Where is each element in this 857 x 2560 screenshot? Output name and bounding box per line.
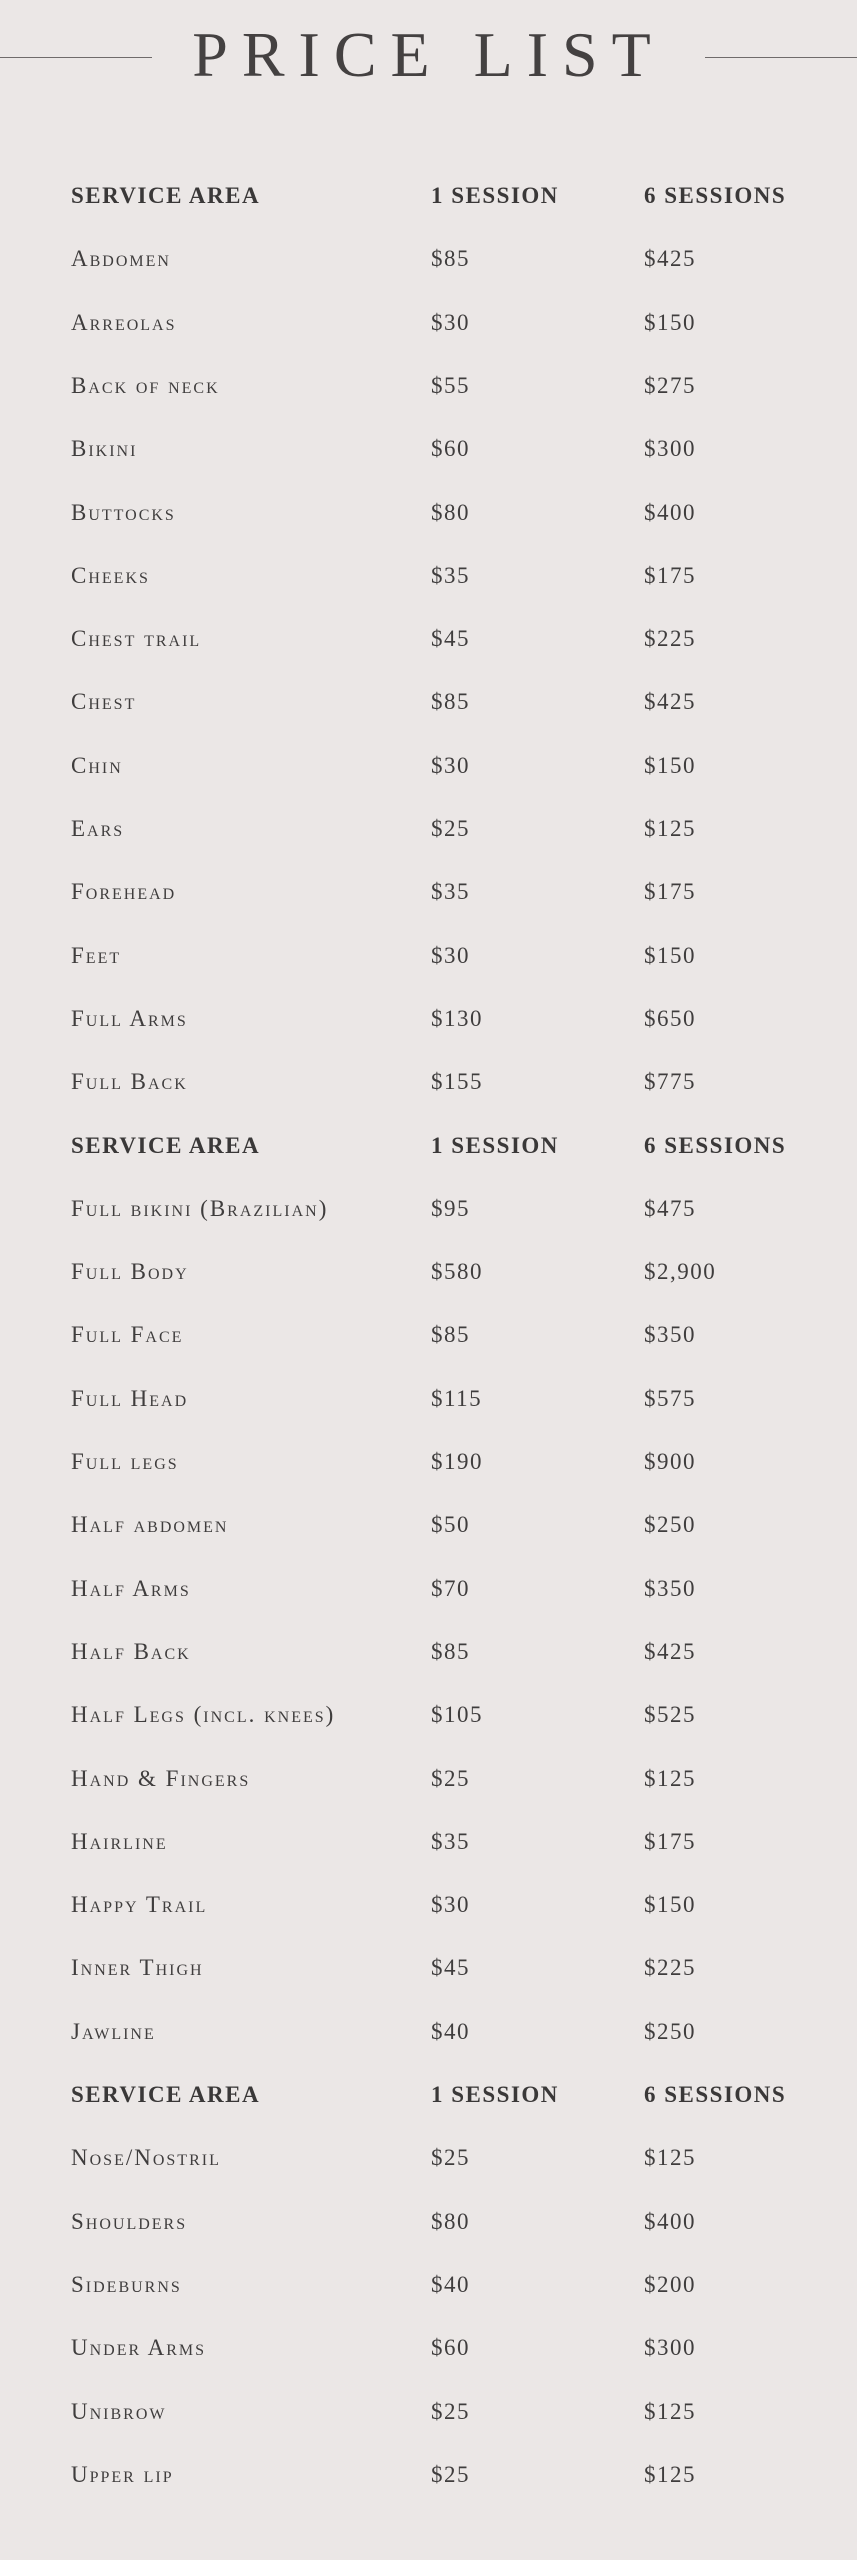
service-name: Ears [71, 816, 125, 841]
price-6-sessions: $475 [644, 1195, 696, 1221]
service-name: Full bikini (Brazilian) [71, 1195, 329, 1221]
table-row [0, 1449, 857, 1493]
service-name: Half Back [71, 1638, 191, 1664]
table-row [0, 1386, 857, 1430]
price-6-sessions: $150 [644, 942, 696, 968]
service-name: Bikini [71, 436, 138, 462]
price-1-session: $25 [431, 2461, 470, 2487]
price-1-session: $50 [431, 1512, 470, 1538]
price-1-session: $35 [431, 1828, 470, 1854]
price-6-sessions: $400 [644, 2208, 696, 2234]
service-name: Under Arms [71, 2335, 207, 2361]
service-name: Chest [71, 689, 137, 715]
price-1-session: $70 [431, 1575, 470, 1601]
price-1-session: $85 [431, 689, 470, 715]
price-1-session: $80 [431, 499, 470, 525]
price-6-sessions: $425 [644, 1638, 696, 1664]
table-row [0, 500, 857, 544]
price-6-sessions: $2,900 [644, 1259, 717, 1285]
table-row [0, 1006, 857, 1050]
table-row [0, 1955, 857, 1999]
price-1-session: $25 [431, 2145, 470, 2171]
service-name: Chest trail [71, 626, 202, 652]
price-6-sessions: $275 [644, 372, 696, 398]
price-6-sessions: $300 [644, 436, 696, 462]
price-6-sessions: $575 [644, 1385, 696, 1411]
table-row [0, 1766, 857, 1810]
table-header-row [0, 1133, 857, 1177]
price-6-sessions: $900 [644, 1449, 696, 1474]
table-row [0, 943, 857, 987]
price-1-session: $40 [431, 2271, 470, 2297]
price-6-sessions: $125 [644, 816, 696, 841]
table-row [0, 2272, 857, 2316]
price-1-session: $95 [431, 1195, 470, 1221]
price-6-sessions: $425 [644, 246, 696, 272]
table-row [0, 373, 857, 417]
table-row [0, 689, 857, 733]
service-name: Unibrow [71, 2398, 167, 2424]
table-row [0, 310, 857, 354]
column-header-6-sessions: 6 SESSIONS [644, 1132, 787, 1158]
service-name: Jawline [71, 2018, 156, 2044]
service-name: Arreolas [71, 309, 177, 335]
price-6-sessions: $350 [644, 1575, 696, 1601]
service-name: Half abdomen [71, 1512, 229, 1538]
price-6-sessions: $175 [644, 1828, 696, 1854]
price-6-sessions: $125 [644, 2145, 696, 2171]
service-name: Abdomen [71, 246, 171, 272]
column-header-6-sessions: 6 SESSIONS [644, 183, 787, 208]
price-1-session: $30 [431, 1892, 470, 1918]
column-header-service-area: SERVICE AREA [71, 2082, 261, 2107]
price-6-sessions: $300 [644, 2335, 696, 2361]
table-header-row [0, 2082, 857, 2126]
table-row [0, 1702, 857, 1746]
table-row [0, 2399, 857, 2443]
price-1-session: $35 [431, 879, 470, 905]
service-name: Nose/Nostril [71, 2145, 221, 2171]
price-1-session: $25 [431, 816, 470, 841]
service-name: Forehead [71, 879, 177, 905]
price-1-session: $30 [431, 309, 470, 335]
service-name: Feet [71, 942, 122, 968]
table-row [0, 879, 857, 923]
price-1-session: $85 [431, 1322, 470, 1348]
price-6-sessions: $125 [644, 1765, 696, 1791]
title-rule-right [705, 57, 857, 58]
table-row [0, 436, 857, 480]
column-header-service-area: SERVICE AREA [71, 1132, 261, 1158]
column-header-1-session: 1 SESSION [431, 2082, 559, 2107]
price-6-sessions: $200 [644, 2271, 696, 2297]
price-1-session: $45 [431, 626, 470, 652]
column-header-6-sessions: 6 SESSIONS [644, 2082, 787, 2107]
table-row [0, 1892, 857, 1936]
price-1-session: $60 [431, 436, 470, 462]
price-1-session: $130 [431, 1005, 483, 1031]
service-name: Sideburns [71, 2271, 182, 2297]
service-name: Full Face [71, 1322, 184, 1348]
table-row [0, 626, 857, 670]
table-header-row [0, 183, 857, 227]
service-name: Back of neck [71, 372, 220, 398]
price-6-sessions: $350 [644, 1322, 696, 1348]
price-6-sessions: $250 [644, 2018, 696, 2044]
service-name: Upper lip [71, 2461, 174, 2487]
table-row [0, 1196, 857, 1240]
price-1-session: $45 [431, 1955, 470, 1981]
price-1-session: $190 [431, 1449, 483, 1474]
price-1-session: $85 [431, 1638, 470, 1664]
service-name: Hairline [71, 1828, 168, 1854]
price-6-sessions: $775 [644, 1069, 696, 1095]
price-6-sessions: $525 [644, 1702, 696, 1728]
price-6-sessions: $125 [644, 2398, 696, 2424]
price-1-session: $40 [431, 2018, 470, 2044]
price-1-session: $30 [431, 752, 470, 778]
price-6-sessions: $250 [644, 1512, 696, 1538]
price-6-sessions: $125 [644, 2461, 696, 2487]
price-6-sessions: $425 [644, 689, 696, 715]
table-row [0, 1576, 857, 1620]
price-1-session: $25 [431, 2398, 470, 2424]
price-1-session: $55 [431, 372, 470, 398]
table-row [0, 816, 857, 860]
service-name: Chin [71, 752, 123, 778]
price-1-session: $60 [431, 2335, 470, 2361]
column-header-1-session: 1 SESSION [431, 1132, 559, 1158]
service-name: Buttocks [71, 499, 176, 525]
price-6-sessions: $175 [644, 879, 696, 905]
table-row [0, 2462, 857, 2506]
service-name: Full Arms [71, 1005, 188, 1031]
table-row [0, 1322, 857, 1366]
table-row [0, 1512, 857, 1556]
price-1-session: $30 [431, 942, 470, 968]
table-row [0, 1259, 857, 1303]
table-row [0, 246, 857, 290]
table-row [0, 2019, 857, 2063]
service-name: Cheeks [71, 562, 150, 588]
table-row [0, 563, 857, 607]
price-6-sessions: $225 [644, 626, 696, 652]
title-bar [0, 0, 857, 115]
table-row [0, 1829, 857, 1873]
table-row [0, 2209, 857, 2253]
service-name: Happy Trail [71, 1892, 208, 1918]
table-row [0, 1639, 857, 1683]
price-1-session: $580 [431, 1259, 483, 1285]
service-name: Full legs [71, 1449, 179, 1474]
price-1-session: $80 [431, 2208, 470, 2234]
price-6-sessions: $400 [644, 499, 696, 525]
price-6-sessions: $225 [644, 1955, 696, 1981]
price-6-sessions: $150 [644, 1892, 696, 1918]
price-1-session: $85 [431, 246, 470, 272]
table-row [0, 753, 857, 797]
service-name: Hand & Fingers [71, 1765, 251, 1791]
price-1-session: $105 [431, 1702, 483, 1728]
price-6-sessions: $175 [644, 562, 696, 588]
table-row [0, 2145, 857, 2189]
service-name: Full Body [71, 1259, 189, 1285]
column-header-1-session: 1 SESSION [431, 183, 559, 208]
service-name: Half Legs (incl. knees) [71, 1702, 336, 1728]
price-1-session: $115 [431, 1385, 483, 1411]
price-1-session: $35 [431, 562, 470, 588]
price-6-sessions: $150 [644, 309, 696, 335]
service-name: Inner Thigh [71, 1955, 204, 1981]
service-name: Full Back [71, 1069, 188, 1095]
column-header-service-area: SERVICE AREA [71, 183, 261, 208]
price-6-sessions: $650 [644, 1005, 696, 1031]
table-row [0, 2335, 857, 2379]
price-1-session: $25 [431, 1765, 470, 1791]
page-title: PRICE LIST [192, 19, 665, 90]
table-row [0, 1069, 857, 1113]
price-6-sessions: $150 [644, 752, 696, 778]
price-1-session: $155 [431, 1069, 483, 1095]
service-name: Shoulders [71, 2208, 188, 2234]
service-name: Half Arms [71, 1575, 191, 1601]
service-name: Full Head [71, 1385, 189, 1411]
